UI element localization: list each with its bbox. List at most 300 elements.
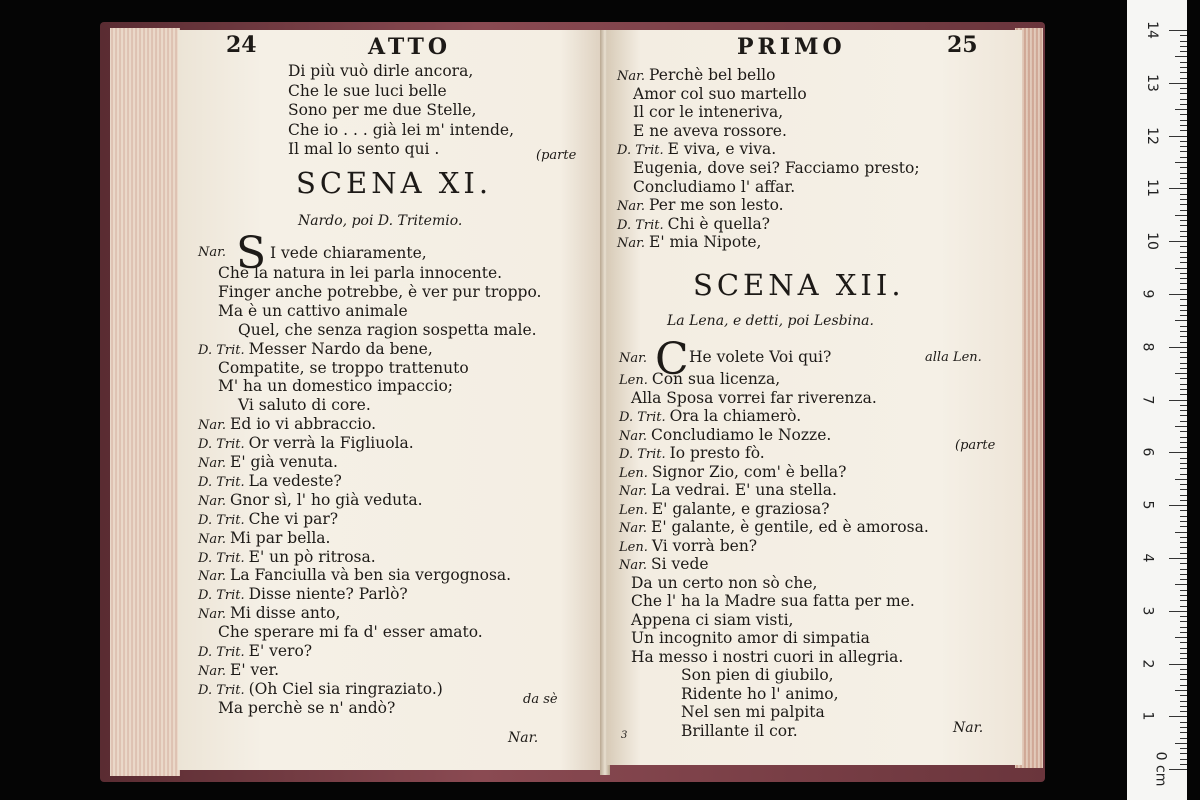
ruler-minor-tick (1180, 336, 1187, 337)
speaker-label: Nar. (617, 69, 646, 84)
speaker-label: D. Trit. (617, 217, 664, 233)
ruler-minor-tick (1180, 310, 1187, 311)
ruler-tick (1169, 188, 1187, 189)
scene-title: SCENA XI. (296, 166, 493, 200)
ruler-label: 7 (1139, 395, 1156, 405)
ruler-minor-tick (1180, 157, 1187, 158)
speaker-label: D. Trit. (198, 645, 245, 660)
catchword: Nar. (508, 730, 539, 746)
running-header: ATTO (368, 34, 451, 60)
ruler-minor-tick (1180, 114, 1187, 115)
text-line (633, 103, 783, 121)
ruler-minor-tick (1180, 130, 1187, 131)
line-text: Nel sen mi palpita (681, 703, 825, 721)
ruler-minor-tick (1180, 431, 1187, 432)
line-text: La vedeste? (248, 471, 342, 490)
ruler-minor-tick (1180, 437, 1187, 438)
speaker-label: D. Trit. (198, 550, 245, 566)
ruler-label: 6 (1139, 447, 1156, 457)
ruler-tick (1169, 30, 1187, 31)
ruler-minor-tick (1180, 231, 1187, 232)
ruler-label: 3 (1139, 606, 1156, 616)
ruler-minor-tick (1180, 225, 1187, 226)
ruler-minor-tick (1180, 394, 1187, 395)
ruler-minor-tick (1180, 299, 1187, 300)
line-text: Concludiamo le Nozze. (651, 425, 832, 444)
ruler-minor-tick (1180, 88, 1187, 89)
text-line (617, 66, 775, 86)
text-line (617, 233, 761, 253)
ruler-label: 14 (1143, 21, 1160, 39)
ruler-minor-tick (1180, 305, 1187, 306)
ruler-minor-tick (1180, 72, 1187, 73)
line-text: Ora la chiamerò. (669, 407, 802, 425)
text-line (633, 85, 807, 103)
ruler-minor-tick (1180, 141, 1187, 142)
line-text: Brillante il cor. (681, 721, 798, 740)
line-text: Di più vuò dirle ancora, (288, 62, 474, 80)
text-line (617, 140, 776, 160)
dropcap-line: I vede chiaramente, (270, 244, 427, 262)
ruler-minor-tick (1180, 542, 1187, 543)
line-text: La Fanciulla và ben sia vergognosa. (230, 566, 512, 585)
ruler-minor-tick (1180, 93, 1187, 94)
speaker-label: Len. (619, 502, 648, 518)
ruler-label: 1 (1139, 711, 1156, 721)
ruler-minor-tick (1180, 378, 1187, 379)
line-text: Quel, che senza ragion sospetta male. (238, 320, 537, 339)
ruler-label: 10 (1143, 232, 1160, 251)
text-line (198, 529, 330, 549)
text-line (198, 585, 408, 605)
ruler-tick (1169, 769, 1187, 770)
ruler-minor-tick (1175, 743, 1187, 744)
speaker-label: Nar. (198, 418, 227, 434)
right-page (607, 30, 1022, 765)
line-text: Ha messo i nostri cuori in allegria. (631, 647, 904, 666)
text-line (198, 548, 376, 568)
text-line (633, 178, 795, 196)
ruler-minor-tick (1180, 753, 1187, 754)
ruler-minor-tick (1175, 320, 1187, 321)
ruler-minor-tick (1180, 727, 1187, 728)
ruler-minor-tick (1180, 173, 1187, 174)
ruler-tick (1169, 505, 1187, 506)
ruler-minor-tick (1180, 632, 1187, 633)
ruler-minor-tick (1180, 283, 1187, 284)
text-line (198, 604, 340, 624)
ruler-minor-tick (1180, 51, 1187, 52)
ruler-label: 12 (1143, 126, 1160, 145)
ruler-minor-tick (1180, 405, 1187, 406)
ruler-minor-tick (1180, 484, 1187, 485)
ruler-minor-tick (1180, 368, 1187, 369)
text-line (218, 623, 483, 641)
speaker-label: Nar. (619, 558, 648, 573)
text-line (288, 140, 439, 158)
ruler-minor-tick (1180, 246, 1187, 247)
ruler-tick (1169, 558, 1187, 559)
text-line (633, 159, 920, 177)
ruler-minor-tick (1180, 553, 1187, 554)
line-text: Finger anche potrebbe, è ver pur troppo. (218, 282, 542, 301)
ruler-label: 9 (1139, 289, 1156, 299)
speaker-label: D. Trit. (198, 682, 245, 698)
ruler-minor-tick (1175, 268, 1187, 269)
ruler-minor-tick (1180, 458, 1187, 459)
text-line (198, 642, 312, 662)
ruler-minor-tick (1180, 722, 1187, 723)
ruler-minor-tick (1180, 326, 1187, 327)
ruler-minor-tick (1180, 363, 1187, 364)
ruler-minor-tick (1180, 204, 1187, 205)
speaker-label: Nar. (617, 236, 646, 252)
text-line (681, 666, 834, 684)
running-header: PRIMO (737, 34, 846, 60)
line-text: Ed io vi abbraccio. (230, 415, 377, 434)
ruler-minor-tick (1180, 537, 1187, 538)
ruler-minor-tick (1180, 701, 1187, 702)
ruler-minor-tick (1180, 183, 1187, 184)
ruler-tick (1169, 716, 1187, 717)
ruler-minor-tick (1180, 606, 1187, 607)
text-line (617, 196, 784, 216)
ruler-label: 11 (1143, 179, 1160, 198)
line-text: Compatite, se troppo trattenuto (218, 358, 469, 377)
ruler-minor-tick (1180, 521, 1187, 522)
ruler-minor-tick (1180, 764, 1187, 765)
text-line (218, 359, 469, 377)
page-number: 24 (226, 32, 257, 58)
speaker-label: Len. (619, 373, 648, 388)
ruler-tick (1169, 452, 1187, 453)
aside-direction: da sè (523, 692, 558, 707)
ruler-minor-tick (1180, 621, 1187, 622)
line-text: Che la natura in lei parla innocente. (218, 264, 503, 282)
ruler-minor-tick (1180, 273, 1187, 274)
ruler-minor-tick (1180, 563, 1187, 564)
line-text: Appena ci siam visti, (631, 610, 794, 629)
signature-mark: 3 (621, 730, 628, 741)
text-line (619, 555, 709, 575)
speaker-label: Nar. (198, 493, 227, 509)
ruler-minor-tick (1180, 595, 1187, 596)
text-line (681, 703, 825, 721)
speaker-label: D. Trit. (198, 342, 245, 358)
text-line (631, 389, 877, 407)
dropcap-letter: C (655, 334, 689, 385)
ruler-tick (1169, 347, 1187, 348)
ruler-minor-tick (1180, 463, 1187, 464)
line-text: E' galante, e graziosa? (651, 499, 830, 518)
speaker-label: D. Trit. (198, 474, 245, 490)
ruler-minor-tick (1180, 342, 1187, 343)
ruler-minor-tick (1180, 262, 1187, 263)
ruler-minor-tick (1180, 194, 1187, 195)
text-line (238, 321, 537, 339)
text-line (631, 629, 870, 647)
ruler-minor-tick (1180, 442, 1187, 443)
ruler-minor-tick (1180, 495, 1187, 496)
ruler-minor-tick (1180, 627, 1187, 628)
line-text: Il mal lo sento qui . (288, 140, 440, 158)
line-text: Che io . . . già lei m' intende, (288, 120, 515, 139)
ruler-minor-tick (1180, 62, 1187, 63)
line-text: Ridente ho l' animo, (681, 684, 839, 703)
page-number: 25 (947, 32, 978, 58)
line-text: Mi par bella. (230, 528, 331, 547)
ruler-minor-tick (1180, 178, 1187, 179)
text-line (288, 82, 447, 100)
text-line (631, 574, 817, 592)
scene-title: SCENA XII. (693, 268, 905, 302)
speaker-label: D. Trit. (619, 410, 666, 425)
ruler-minor-tick (1180, 167, 1187, 168)
text-line (681, 685, 839, 703)
line-text: Alla Sposa vorrei far riverenza. (631, 388, 877, 407)
ruler-minor-tick (1175, 479, 1187, 480)
text-line (198, 491, 423, 511)
line-text: Che sperare mi fa d' esser amato. (218, 623, 483, 642)
line-text: (Oh Ciel sia ringraziato.) (248, 679, 443, 698)
ruler-minor-tick (1180, 278, 1187, 279)
speaker-label: Nar. (619, 521, 648, 536)
line-text: La vedrai. E' una stella. (651, 481, 837, 499)
line-text: E' ver. (230, 660, 280, 679)
speaker-label: D. Trit. (198, 588, 245, 604)
ruler-tick (1169, 611, 1187, 612)
ruler-minor-tick (1180, 220, 1187, 221)
ruler-label: 13 (1143, 73, 1160, 92)
ruler-minor-tick (1180, 674, 1187, 675)
ruler-minor-tick (1180, 151, 1187, 152)
text-line (619, 537, 757, 557)
line-text: E' galante, è gentile, ed è amorosa. (651, 518, 929, 536)
speaker-label: Nar. (619, 484, 648, 499)
ruler-minor-tick (1175, 584, 1187, 585)
text-line (198, 566, 511, 586)
ruler-minor-tick (1180, 706, 1187, 707)
ruler-minor-tick (1180, 236, 1187, 237)
line-text: Si vede (651, 555, 709, 573)
line-text: Signor Zio, com' è bella? (651, 462, 847, 481)
ruler-minor-tick (1180, 489, 1187, 490)
ruler-minor-tick (1180, 257, 1187, 258)
ruler-minor-tick (1180, 738, 1187, 739)
catchword: Nar. (953, 720, 984, 736)
ruler-minor-tick (1175, 373, 1187, 374)
speaker-label: Nar. (198, 663, 227, 679)
ruler-minor-tick (1180, 695, 1187, 696)
text-line (218, 283, 541, 301)
ruler-minor-tick (1180, 547, 1187, 548)
ruler-minor-tick (1180, 289, 1187, 290)
line-text: Messer Nardo da bene, (248, 339, 433, 358)
line-text: E' vero? (248, 642, 313, 660)
ruler-minor-tick (1180, 569, 1187, 570)
ruler-minor-tick (1180, 510, 1187, 511)
ruler-minor-tick (1180, 748, 1187, 749)
ruler-minor-tick (1175, 426, 1187, 427)
ruler-minor-tick (1180, 685, 1187, 686)
text-line (198, 661, 279, 681)
ruler-minor-tick (1180, 516, 1187, 517)
text-line (619, 370, 780, 390)
ruler-minor-tick (1180, 648, 1187, 649)
ruler-minor-tick (1180, 99, 1187, 100)
text-line (633, 122, 787, 140)
speaker-label: Nar. (198, 531, 227, 547)
text-line (288, 101, 476, 119)
stage-direction: (parte (536, 148, 577, 163)
text-line (619, 500, 830, 520)
line-text: Son pien di giubilo, (681, 666, 834, 684)
aside-direction: alla Len. (925, 350, 982, 365)
scene-characters: Nardo, poi D. Tritemio. (298, 213, 463, 229)
line-text: Concludiamo l' affar. (633, 177, 796, 196)
line-text: Sono per me due Stelle, (288, 101, 477, 119)
page-edges-left (110, 28, 180, 776)
text-line (218, 264, 502, 282)
ruler-minor-tick (1180, 526, 1187, 527)
ruler-minor-tick (1180, 352, 1187, 353)
measuring-ruler (1127, 0, 1187, 800)
text-line (619, 407, 801, 427)
speaker-label: Nar. (617, 199, 646, 215)
ruler-minor-tick (1180, 78, 1187, 79)
ruler-minor-tick (1180, 104, 1187, 105)
ruler-minor-tick (1180, 210, 1187, 211)
dropcap-letter: S (236, 228, 267, 279)
line-text: Mi disse anto, (230, 604, 341, 623)
line-text: Or verrà la Figliuola. (248, 434, 414, 453)
ruler-minor-tick (1175, 162, 1187, 163)
text-line (218, 377, 453, 395)
line-text: M' ha un domestico impaccio; (218, 377, 453, 396)
ruler-minor-tick (1180, 46, 1187, 47)
ruler-minor-tick (1175, 637, 1187, 638)
line-text: E' un pò ritrosa. (248, 547, 376, 566)
text-line (631, 648, 903, 666)
ruler-minor-tick (1180, 500, 1187, 501)
ruler-minor-tick (1180, 590, 1187, 591)
ruler-minor-tick (1180, 669, 1187, 670)
ruler-minor-tick (1180, 384, 1187, 385)
ruler-minor-tick (1180, 600, 1187, 601)
speaker-label: Nar. (198, 456, 227, 471)
line-text: Da un certo non sò che, (631, 573, 818, 592)
ruler-minor-tick (1180, 357, 1187, 358)
ruler-minor-tick (1175, 215, 1187, 216)
scene-characters: La Lena, e detti, poi Lesbina. (667, 313, 874, 329)
ruler-minor-tick (1180, 199, 1187, 200)
speaker-label: D. Trit. (619, 447, 666, 462)
ruler-tick (1169, 241, 1187, 242)
ruler-tick (1169, 83, 1187, 84)
stage-direction: (parte (955, 438, 996, 453)
ruler-minor-tick (1180, 415, 1187, 416)
ruler-minor-tick (1180, 574, 1187, 575)
speaker-label: D. Trit. (617, 143, 664, 159)
ruler-tick (1169, 136, 1187, 137)
line-text: Che le sue luci belle (288, 81, 447, 100)
speaker-label: Nar. (198, 569, 227, 585)
text-line (619, 481, 837, 501)
text-line (631, 592, 915, 610)
ruler-minor-tick (1180, 653, 1187, 654)
text-line (619, 444, 765, 464)
ruler-minor-tick (1175, 56, 1187, 57)
ruler-label: 5 (1139, 500, 1156, 510)
line-text: Io presto fò. (669, 444, 765, 462)
ruler-minor-tick (1180, 252, 1187, 253)
line-text: Eugenia, dove sei? Facciamo presto; (633, 159, 920, 177)
text-line (619, 463, 846, 483)
line-text: E' mia Nipote, (649, 233, 762, 252)
ruler-minor-tick (1180, 315, 1187, 316)
ruler-label: 8 (1139, 342, 1156, 352)
text-line (198, 472, 342, 492)
ruler-minor-tick (1180, 759, 1187, 760)
ruler-minor-tick (1180, 410, 1187, 411)
text-line (198, 415, 376, 435)
speaker-label: Len. (619, 539, 648, 555)
ruler-minor-tick (1180, 616, 1187, 617)
speaker-label: Nar. (619, 428, 648, 444)
line-text: E viva, e viva. (667, 140, 777, 159)
line-text: Chi è quella? (667, 214, 770, 233)
line-text: Ma perchè se n' andò? (218, 698, 396, 717)
ruler-label: 4 (1139, 553, 1156, 563)
ruler-minor-tick (1180, 474, 1187, 475)
ruler-minor-tick (1180, 120, 1187, 121)
line-text: Ma è un cattivo animale (218, 301, 408, 320)
ruler-tick (1169, 400, 1187, 401)
text-line (617, 215, 770, 235)
text-line (198, 340, 433, 360)
ruler-tick (1169, 294, 1187, 295)
text-line (681, 722, 798, 740)
line-text: Disse niente? Parlò? (248, 585, 408, 604)
text-line (619, 426, 831, 446)
dropcap-line: He volete Voi qui? (689, 348, 832, 366)
line-text: E ne aveva rossore. (633, 121, 787, 140)
dropcap-speaker: Nar. (198, 245, 227, 260)
ruler-label: 2 (1139, 659, 1156, 669)
ruler-minor-tick (1180, 389, 1187, 390)
speaker-label: D. Trit. (198, 437, 245, 453)
line-text: Il cor le inteneriva, (633, 103, 784, 122)
ruler-minor-tick (1180, 579, 1187, 580)
text-line (288, 121, 514, 139)
text-line (619, 518, 929, 538)
line-text: Con sua licenza, (651, 370, 781, 388)
line-text: Perchè bel bello (649, 66, 776, 84)
line-text: Un incognito amor di simpatia (631, 629, 870, 647)
speaker-label: Len. (619, 465, 648, 481)
line-text: Per me son lesto. (649, 196, 784, 215)
ruler-tick (1169, 664, 1187, 665)
left-page (178, 30, 603, 770)
ruler-label: 0 cm (1152, 751, 1169, 787)
line-text: E' già venuta. (230, 453, 338, 471)
text-line (198, 680, 443, 700)
ruler-minor-tick (1180, 711, 1187, 712)
line-text: Che l' ha la Madre sua fatta per me. (631, 592, 915, 610)
ruler-minor-tick (1180, 331, 1187, 332)
ruler-minor-tick (1175, 109, 1187, 110)
ruler-minor-tick (1180, 41, 1187, 42)
